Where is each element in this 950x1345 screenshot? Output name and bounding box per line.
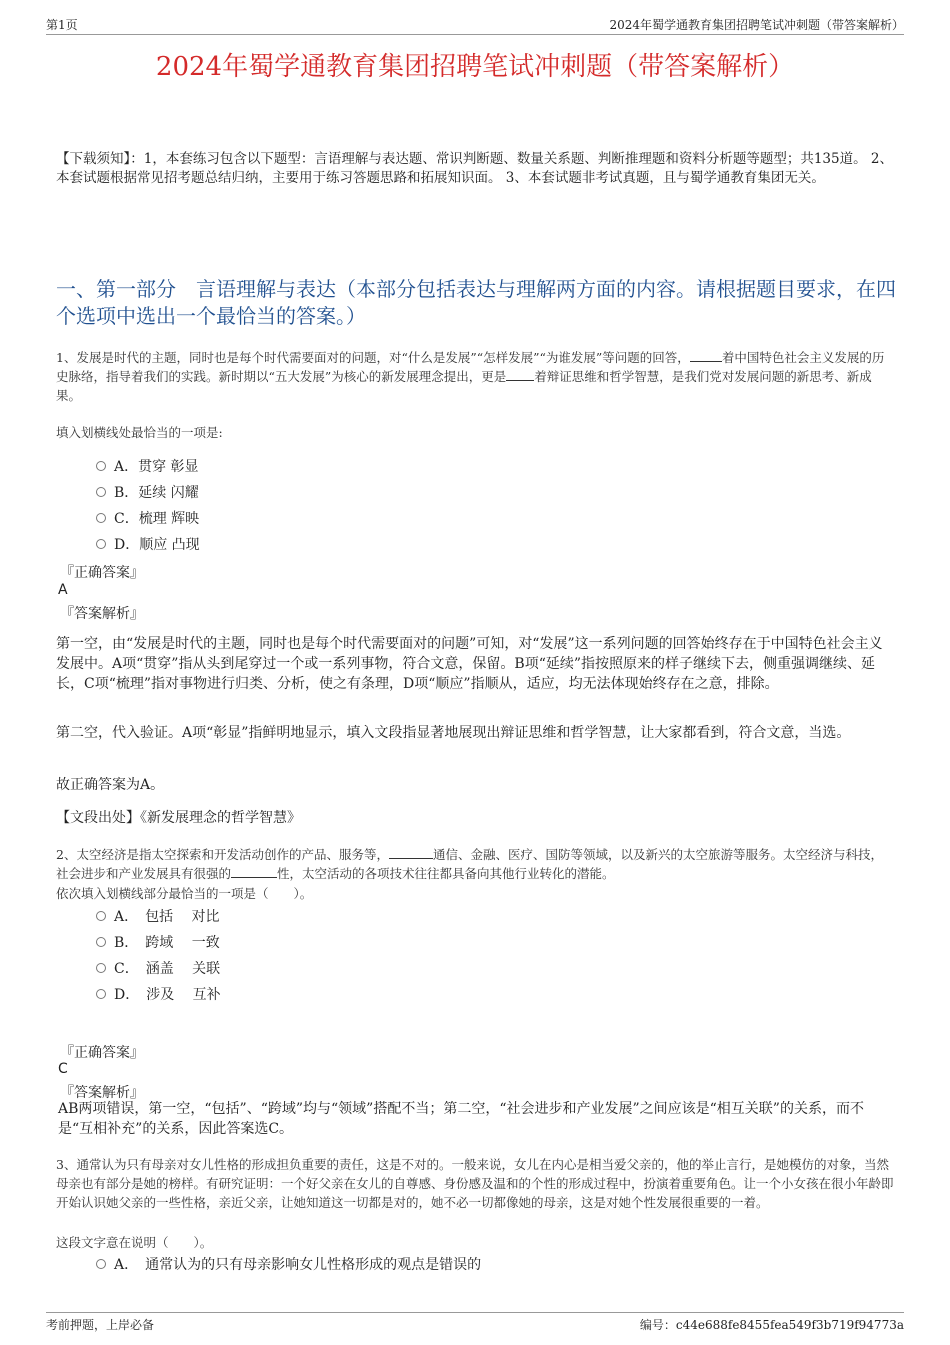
option-c[interactable]: C． 涵盖 关联 <box>96 955 221 981</box>
option-a[interactable]: A．贯穿 彰显 <box>96 453 200 479</box>
option-a[interactable]: A． 包括 对比 <box>96 903 221 929</box>
option-d[interactable]: D．顺应 凸现 <box>96 531 200 557</box>
source-citation: 【文段出处】《新发展理念的哲学智慧》 <box>56 810 301 826</box>
document-id: 编号：c44e688fe8455fea549f3b719f94773a <box>639 1318 904 1332</box>
question-2-stem: 2、太空经济是指太空探索和开发活动创作的产品、服务等， 通信、金融、医疗、国防等领域，以及新兴的太空旅游等服务。太空经济与科技，社会进步和产业发展具有很强的 性，太空活动的各项技术往往都具备向其他行业转化的潜能。 <box>56 847 883 881</box>
question-2-prompt: 依次填入划横线部分最恰当的一项是（ ）。 <box>56 886 313 901</box>
radio-icon[interactable] <box>96 513 106 523</box>
question-1-options <box>96 453 200 557</box>
option-b[interactable]: B． 跨域 一致 <box>96 929 221 955</box>
question-1-prompt: 填入划横线处最恰当的一项是: <box>56 425 223 440</box>
radio-icon[interactable] <box>96 937 106 947</box>
radio-icon[interactable] <box>96 461 106 471</box>
question-1-stem: 1、发展是时代的主题，同时也是每个时代需要面对的问题，对“什么是发展”“怎样发展”“为谁发展”等问题的回答， 着中国特色社会主义发展的历史脉络，指导着我们的实践。新时期以“五大发展”为核心的新发展理念提出，更是 着辩证思维和哲学智慧，是我们党对发展问题的新思考、新成果。 <box>56 350 885 403</box>
correct-answer-label: 『正确答案』 <box>60 565 144 581</box>
analysis-label: 『答案解析』 <box>60 1085 144 1101</box>
correct-answer: C <box>58 1061 68 1077</box>
analysis-paragraph: 第二空，代入验证。A项“彰显”指鲜明地显示，填入文段指显著地展现出辩证思维和哲学智慧，让大家都看到，符合文意，当选。 <box>56 725 851 741</box>
analysis-paragraph: 第一空，由“发展是时代的主题，同时也是每个时代需要面对的问题”可知，对“发展”这一系列问题的回答始终存在于中国特色社会主义发展中。A项“贯穿”指从头到尾穿过一个或一系列事物，符合文意，保留。B项“延续”指按照原来的样子继续下去，侧重强调继续、延长，C项“梳理”指对事物进行归类、分析，使之有条理，D项“顺应”指顺从，适应，均无法体现始终存在之意，排除。 <box>56 636 883 692</box>
page-footer <box>46 1312 904 1335</box>
radio-icon[interactable] <box>96 989 106 999</box>
option-c[interactable]: C．梳理 辉映 <box>96 505 200 531</box>
section-heading: 一、第一部分 言语理解与表达（本部分包括表达与理解两方面的内容。请根据题目要求，在四个选项中选出一个最恰当的答案。） <box>56 277 896 328</box>
question-3-options <box>96 1251 481 1277</box>
radio-icon[interactable] <box>96 963 106 973</box>
blank <box>690 361 722 362</box>
blank <box>231 877 277 878</box>
footer-slogan: 考前押题，上岸必备 <box>46 1318 155 1332</box>
option-b[interactable]: B．延续 闪耀 <box>96 479 200 505</box>
question-2-options <box>96 903 221 1007</box>
radio-icon[interactable] <box>96 1259 106 1269</box>
analysis-paragraph: AB两项错误，第一空，“包括”、“跨域”均与“领域”搭配不当；第二空，“社会进步和产业发展”之间应该是“相互关联”的关系，而不是“互相补充”的关系，因此答案选C。 <box>58 1101 864 1137</box>
radio-icon[interactable] <box>96 911 106 921</box>
page-header <box>46 14 904 35</box>
blank <box>506 380 534 381</box>
download-notice: 【下载须知】：1，本套练习包含以下题型：言语理解与表达题、常识判断题、数量关系题、判断推理题和资料分析题等题型；共135道。 2、本套试题根据常见招考题总结归纳，主要用于练习答题思路和拓展知识面。 3、本套试题非考试真题，且与蜀学通教育集团无关。 <box>56 151 893 186</box>
page-title: 2024年蜀学通教育集团招聘笔试冲刺题（带答案解析） <box>155 52 795 82</box>
question-3-prompt: 这段文字意在说明（ ）。 <box>56 1235 213 1250</box>
page-number: 第1页 <box>46 18 78 32</box>
header-doc-title: 2024年蜀学通教育集团招聘笔试冲刺题（带答案解析） <box>609 18 904 32</box>
analysis-conclusion: 故正确答案为A。 <box>56 777 165 793</box>
radio-icon[interactable] <box>96 487 106 497</box>
question-3-stem: 3、通常认为只有母亲对女儿性格的形成担负重要的责任，这是不对的。一般来说，女儿在内心是相当爱父亲的，他的举止言行，是她模仿的对象，当然母亲也有部分是她的榜样。有研究证明：一个好父亲在女儿的自尊感、身份感及温和的个性的形成过程中，扮演着重要角色。让一个小女孩在很小年龄即开始认识她父亲的一些性格，亲近父亲，让她知道这一切都是对的，她不必一切都像她的母亲，这是对她个性发展很重要的一着。 <box>56 1157 894 1210</box>
analysis-label: 『答案解析』 <box>60 606 144 622</box>
radio-icon[interactable] <box>96 539 106 549</box>
correct-answer-label: 『正确答案』 <box>60 1045 144 1061</box>
option-d[interactable]: D． 涉及 互补 <box>96 981 221 1007</box>
correct-answer: A <box>58 582 68 598</box>
blank <box>389 858 433 859</box>
option-a[interactable]: A． 通常认为的只有母亲影响女儿性格形成的观点是错误的 <box>96 1251 481 1277</box>
